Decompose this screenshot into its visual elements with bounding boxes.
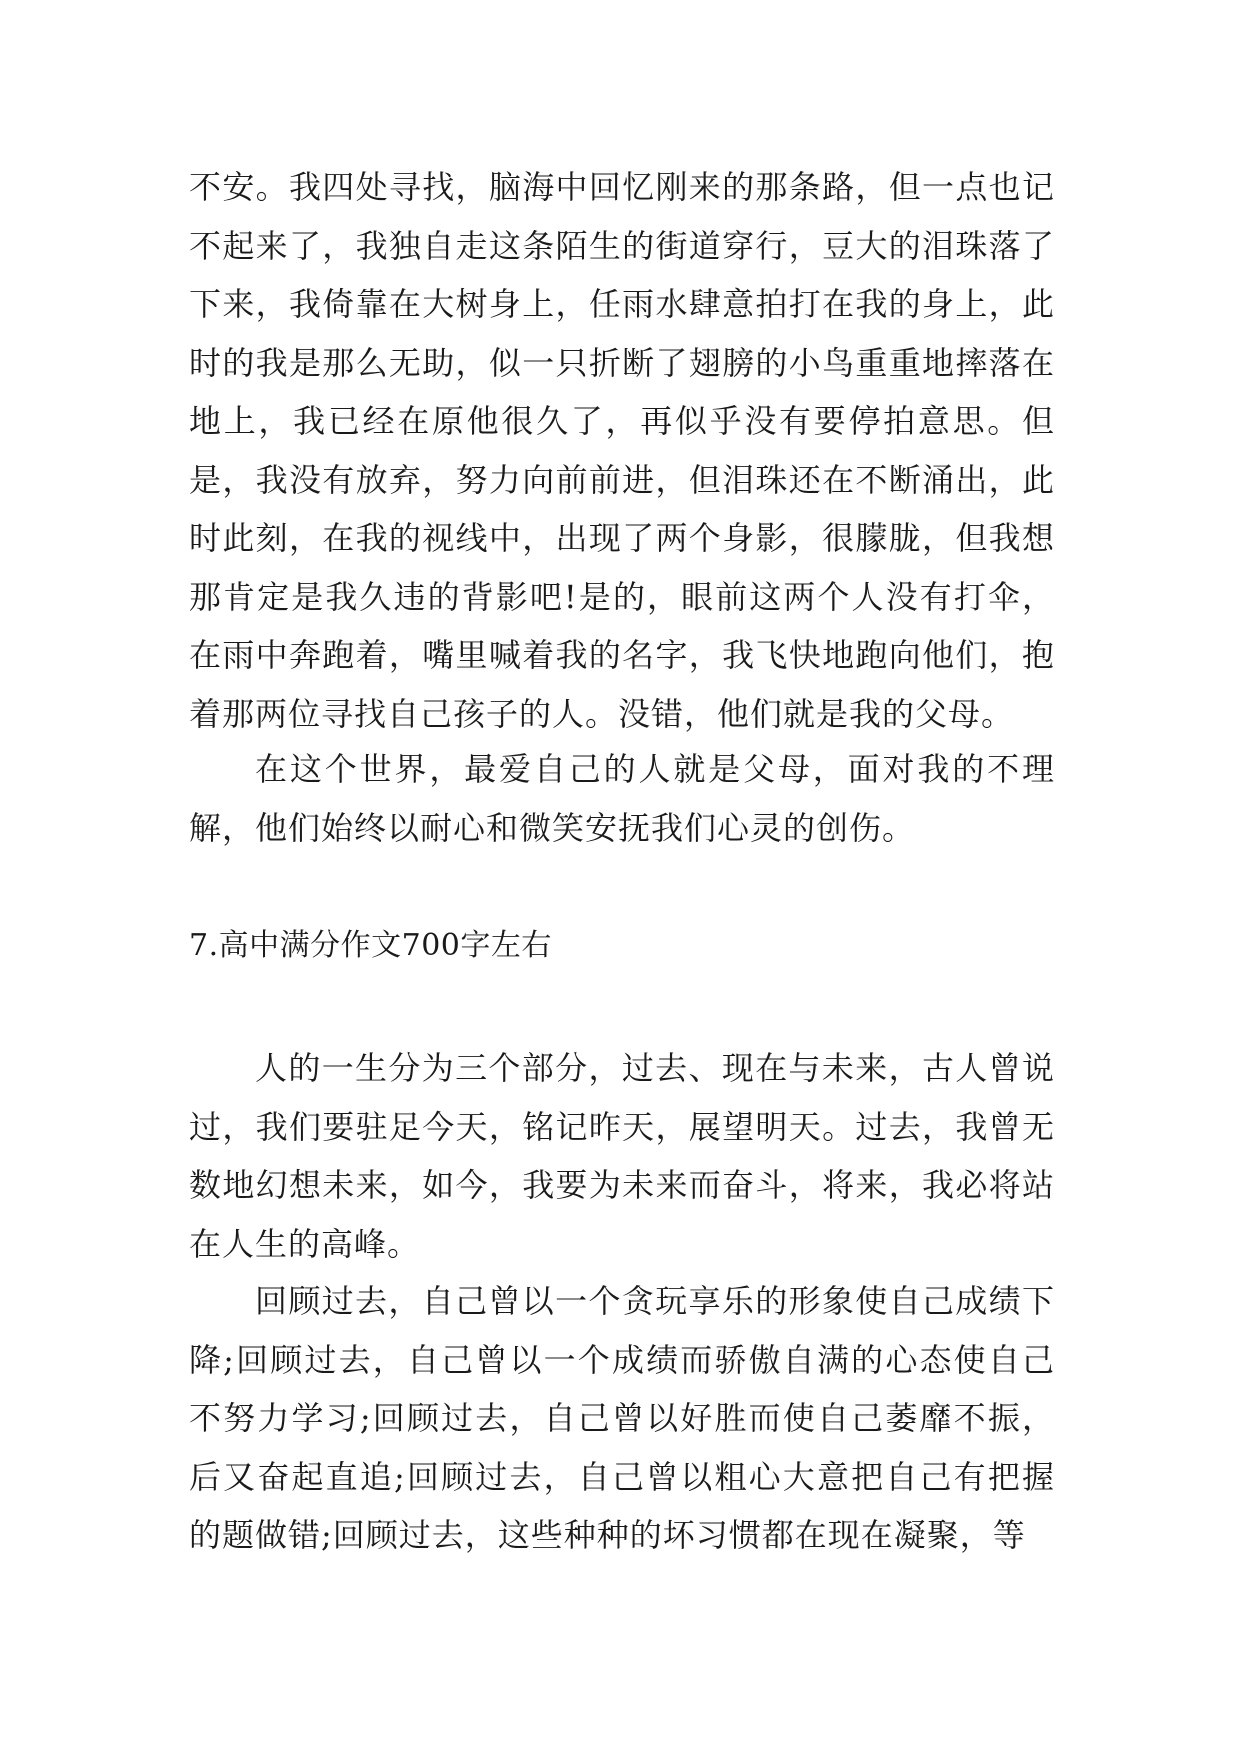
essay-paragraph-intro: 人的一生分为三个部分，过去、现在与未来，古人曾说过，我们要驻足今天，铭记昨天，展望明天。过去，我曾无数地幻想未来，如今，我要为未来而奋斗，将来，我必将站在人生的高峰。	[189, 1049, 1055, 1263]
essay-paragraph-conclusion: 在这个世界，最爱自己的人就是父母，面对我的不理解，他们始终以耐心和微笑安抚我们心灵的创伤。	[189, 750, 1055, 847]
section-heading: 7.高中满分作文700字左右	[189, 928, 552, 963]
essay-paragraph-review: 回顾过去，自己曾以一个贪玩享乐的形象使自己成绩下降;回顾过去，自己曾以一个成绩而骄傲自满的心态使自己不努力学习;回顾过去，自己曾以好胜而使自己萎靡不振，后又奋起直追;回顾过去，自己曾以粗心大意把自己有把握的题做错;回顾过去，这些种种的坏习惯都在现在凝聚，等	[189, 1282, 1055, 1554]
essay-paragraph-continued: 不安。我四处寻找，脑海中回忆刚来的那条路，但一点也记不起来了，我独自走这条陌生的街道穿行，豆大的泪珠落了下来，我倚靠在大树身上，任雨水肆意拍打在我的身上，此时的我是那么无助，似一只折断了翅膀的小鸟重重地摔落在地上，我已经在原他很久了，再似乎没有要停拍意思。但是，我没有放弃，努力向前前进，但泪珠还在不断涌出，此时此刻，在我的视线中，出现了两个身影，很朦胧，但我想那肯定是我久违的背影吧!是的，眼前这两个人没有打伞，在雨中奔跑着，嘴里喊着我的名字，我飞快地跑向他们，抱着那两位寻找自己孩子的人。没错，他们就是我的父母。	[189, 168, 1055, 733]
